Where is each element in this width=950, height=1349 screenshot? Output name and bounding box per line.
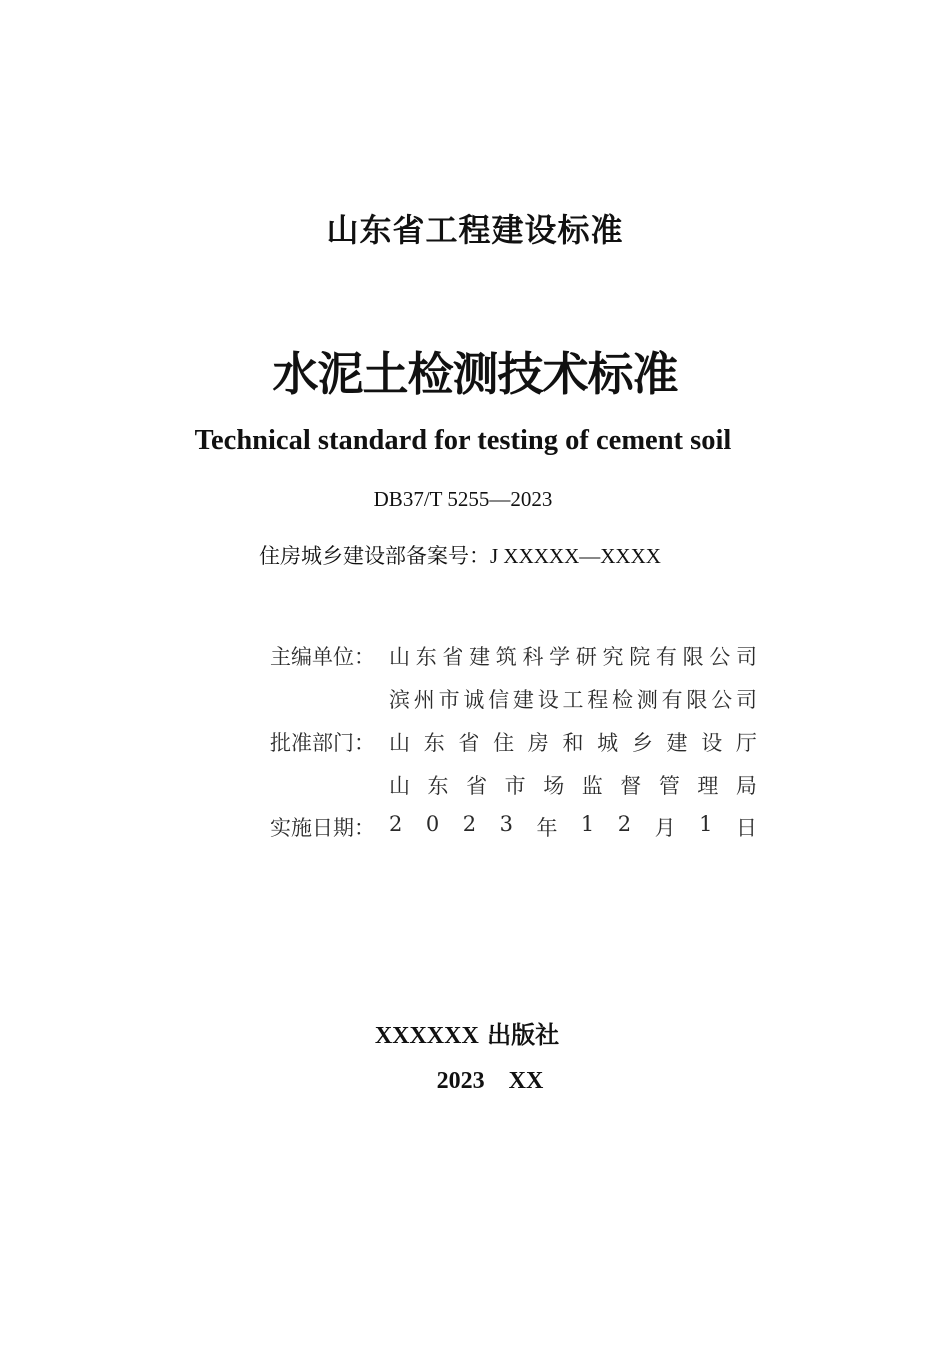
char: 学	[549, 645, 571, 669]
char: 和	[562, 731, 584, 755]
date-char: 1	[699, 812, 713, 836]
date-char: 1	[580, 812, 595, 836]
series-title: 山东省工程建设标准	[326, 211, 624, 249]
standard-title-en: Technical standard for testing of cement soil	[194, 425, 732, 456]
record-number	[259, 540, 661, 570]
publisher	[0, 1015, 942, 1050]
standard-code: DB37/T 5255—2023	[373, 487, 553, 511]
char: 建	[469, 645, 491, 669]
char: 东	[427, 774, 449, 798]
publisher-code: XXXXXX	[374, 1023, 479, 1049]
char: 设	[701, 731, 723, 755]
char: 场	[543, 774, 565, 798]
editor-label: 主编单位：	[270, 645, 375, 669]
char: 有	[661, 688, 683, 712]
char: 司	[735, 688, 757, 712]
approver-label: 批准部门：	[270, 731, 375, 755]
char: 山	[389, 774, 410, 798]
char: 乡	[631, 731, 653, 755]
char: 东	[423, 731, 445, 755]
char: 房	[527, 731, 549, 755]
char: 程	[587, 688, 609, 712]
char: 院	[629, 645, 651, 669]
editor-unit-2	[389, 684, 757, 714]
approver-dept-1	[389, 727, 757, 757]
record-number-value: J XXXXX—XXXX	[490, 544, 661, 568]
char: 公	[709, 645, 731, 669]
char: 筑	[495, 645, 517, 669]
char: 东	[415, 645, 437, 669]
date-char: 2	[389, 812, 403, 836]
date-char: 0	[425, 812, 440, 836]
char: 管	[658, 774, 680, 798]
char: 限	[686, 688, 708, 712]
char: 山	[389, 731, 410, 755]
char: 省	[442, 645, 464, 669]
char: 检	[612, 688, 634, 712]
char: 市	[438, 688, 460, 712]
char: 究	[602, 645, 624, 669]
char: 司	[735, 645, 757, 669]
char: 诚	[463, 688, 485, 712]
char: 公	[711, 688, 733, 712]
char: 测	[636, 688, 658, 712]
date-label: 实施日期：	[270, 816, 375, 840]
publication-year: 2023 XX	[436, 1068, 544, 1094]
char: 州	[413, 688, 435, 712]
char: 监	[581, 774, 603, 798]
char: 山	[389, 645, 410, 669]
char: 厅	[735, 731, 757, 755]
approver-dept-2	[389, 770, 757, 800]
date-char: 年	[536, 816, 558, 840]
char: 住	[493, 731, 515, 755]
date-char: 3	[499, 812, 513, 836]
char: 工	[562, 688, 584, 712]
char: 信	[488, 688, 510, 712]
char: 建	[666, 731, 688, 755]
char: 督	[620, 774, 642, 798]
editor-unit-1	[389, 641, 757, 671]
char: 研	[575, 645, 597, 669]
char: 限	[682, 645, 704, 669]
char: 有	[655, 645, 677, 669]
char: 省	[458, 731, 480, 755]
char: 建	[512, 688, 534, 712]
date-char: 日	[735, 816, 757, 840]
date-char: 2	[462, 812, 477, 836]
date-char: 2	[617, 812, 632, 836]
char: 省	[466, 774, 488, 798]
record-number-label: 住房城乡建设部备案号：	[259, 544, 490, 568]
char: 市	[504, 774, 526, 798]
char: 理	[697, 774, 719, 798]
date-char: 月	[654, 816, 676, 840]
standard-title-cn: 水泥土检测技术标准	[272, 347, 678, 401]
char: 局	[735, 774, 757, 798]
implementation-date	[389, 812, 757, 842]
publisher-suffix: 出版社	[478, 1021, 560, 1049]
char: 设	[537, 688, 559, 712]
char: 滨	[389, 688, 410, 712]
char: 城	[597, 731, 619, 755]
char: 科	[522, 645, 544, 669]
